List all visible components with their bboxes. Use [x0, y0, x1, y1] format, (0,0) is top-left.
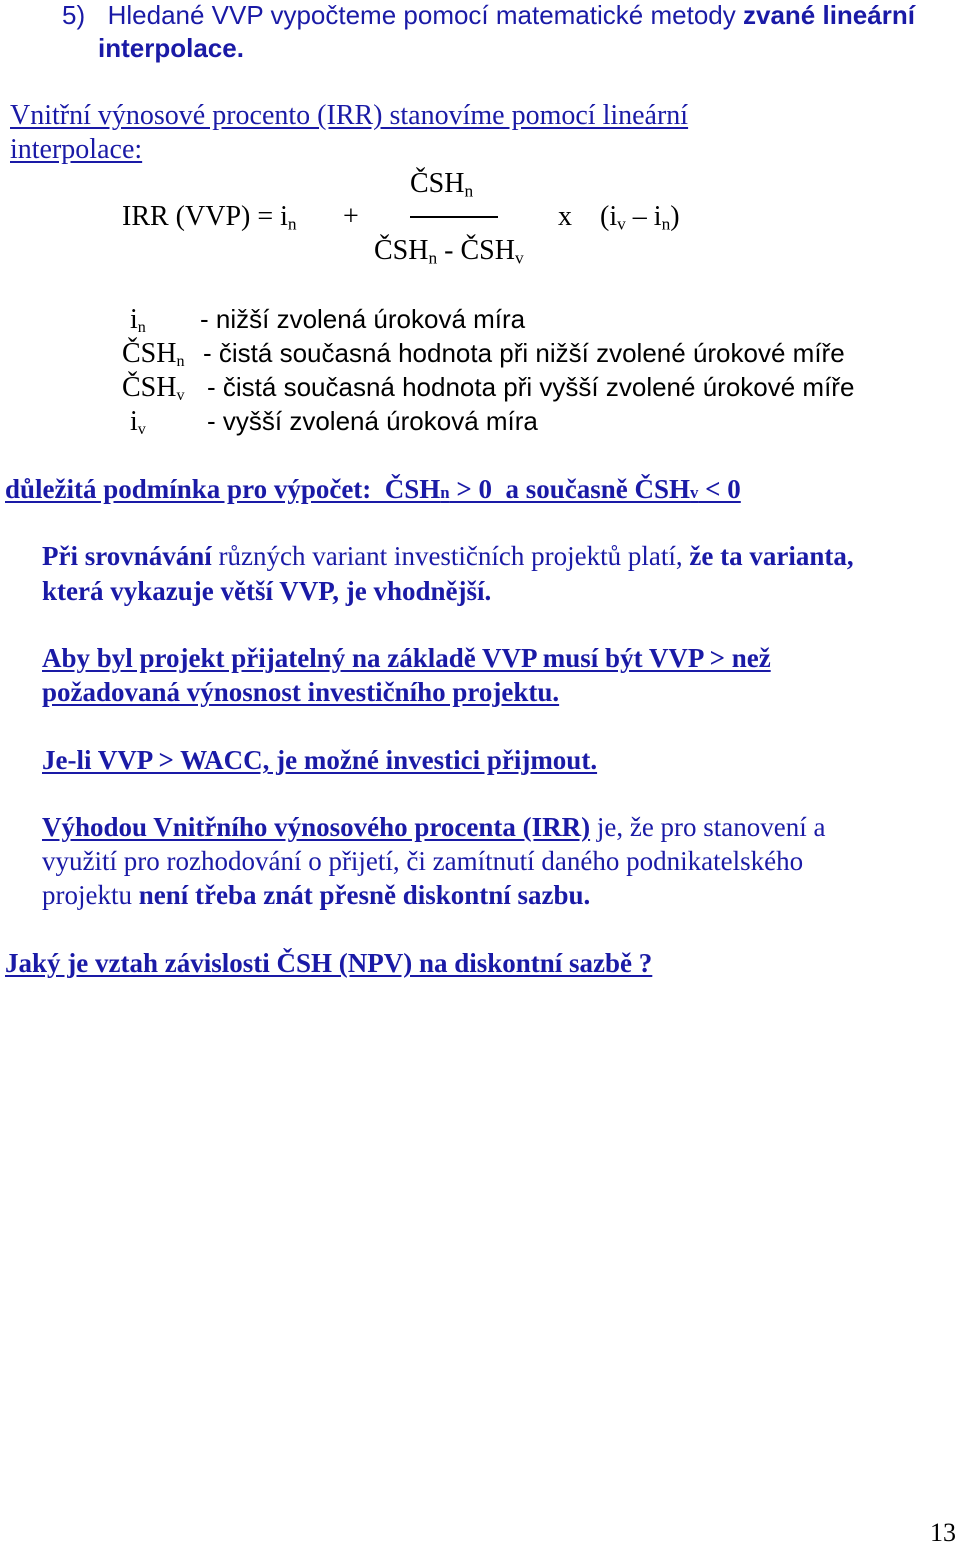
- condition-line: důležitá podmínka pro výpočet: ČSHn > 0 a současně ČSHv < 0: [5, 474, 741, 504]
- formula-plus: +: [343, 201, 359, 232]
- accept-line2: požadovaná výnosnost investičního projektu.: [42, 677, 560, 707]
- page-number: 13: [930, 1518, 956, 1547]
- item5-line1: 5) Hledané VVP vypočteme pomocí matematické metody zvané lineární: [62, 0, 915, 30]
- formula-lhs: IRR $(VVP) = i_n$: [122, 201, 297, 234]
- legend-sym-1: $ČSH_n$: [122, 338, 185, 371]
- advantage-line3: projektu není třeba znát přesně diskontní sazbu.: [42, 880, 591, 910]
- intro-line2: interpolace:: [10, 134, 143, 165]
- legend-desc-1: - čistá současná hodnota při nižší zvolené úrokové míře: [203, 338, 845, 368]
- legend-sym-0: $i_n$: [130, 304, 146, 337]
- intro-line1: Vnitřní výnosové procento (IRR) stanovíme pomocí lineární: [10, 100, 689, 131]
- legend-desc-3: - vyšší zvolená úroková míra: [207, 406, 538, 436]
- legend-sym-3: $i_v$: [130, 406, 146, 439]
- compare-line2: která vykazuje větší VVP, je vhodnější.: [42, 576, 492, 606]
- item5-line2: interpolace.: [98, 33, 244, 63]
- wacc-line: Je-li VVP > WACC, je možné investici přijmout.: [42, 745, 598, 775]
- advantage-line1: Výhodou Vnitřního výnosového procenta (IRR) je, že pro stanovení a: [42, 812, 826, 842]
- legend-desc-2: - čistá současná hodnota při vyšší zvolené úrokové míře: [207, 372, 855, 402]
- accept-line1: Aby byl projekt přijatelný na základě VVP musí být VVP > než: [42, 643, 771, 673]
- item5-number: 5): [62, 0, 86, 30]
- fraction-bar: [410, 216, 498, 218]
- question-line: Jaký je vztah závislosti ČSH (NPV) na diskontní sazbě ?: [5, 948, 653, 978]
- formula-times-part: x $(i_v - i_n)$: [558, 201, 680, 234]
- compare-line1: Při srovnávání různých variant investičních projektů platí, že ta varianta,: [42, 541, 854, 571]
- legend-desc-0: - nižší zvolená úroková míra: [200, 304, 526, 334]
- legend-sym-2: $ČSH_v$: [122, 372, 185, 405]
- advantage-line2: využití pro rozhodování o přijetí, či zamítnutí daného podnikatelského: [42, 846, 804, 876]
- formula-denominator: $ČSH_n$ - $ČSH_v$: [374, 235, 524, 268]
- formula-numerator: $ČSH_n$: [410, 168, 474, 201]
